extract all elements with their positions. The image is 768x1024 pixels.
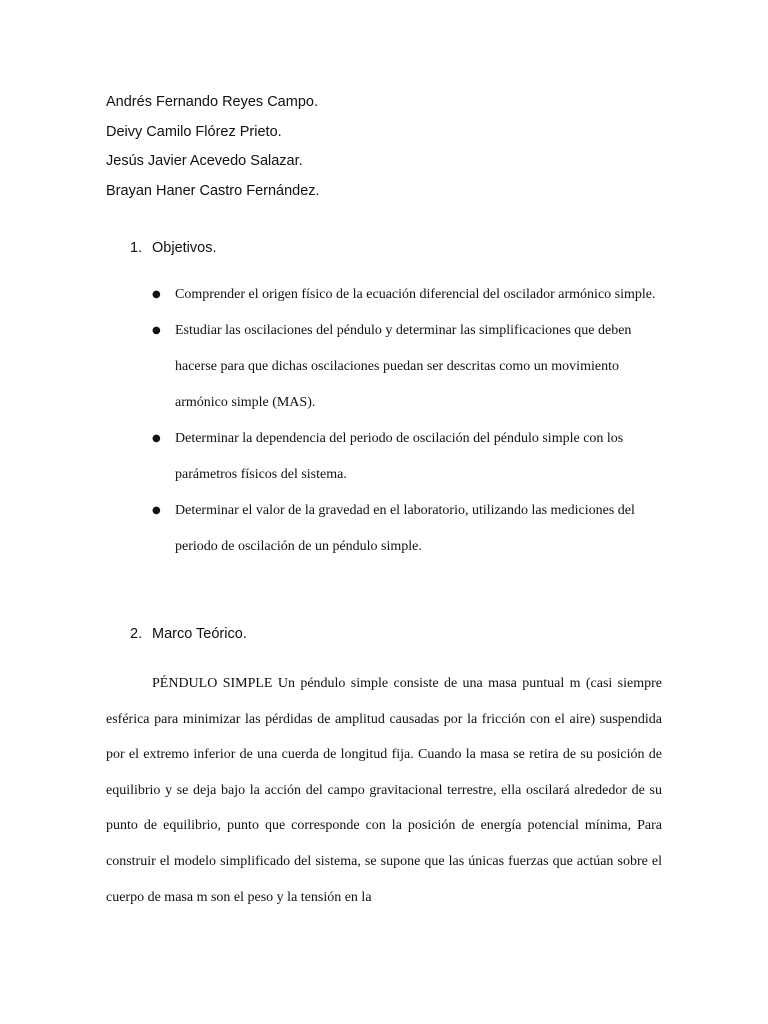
- objective-text: Determinar el valor de la gravedad en el laboratorio, utilizando las mediciones del periodo de oscilación de un péndulo simple.: [175, 503, 635, 554]
- author-name: Andrés Fernando Reyes Campo.: [106, 94, 318, 110]
- marco-teorico-paragraph: PÉNDULO SIMPLE Un péndulo simple consiste de una masa puntual m (casi siempre esférica para minimizar las pérdidas de amplitud causadas por la fricción con el aire) suspendida por el extremo inferior de una cuerda de longitud fija. Cuando la masa se retira de su posición de equilibrio y se deja bajo la acción del campo gravitacional terrestre, ella oscilará alrededor de su punto de equilibrio, punto que corresponde con la posición de energía potencial mínima, Para construir el modelo simplificado del sistema, se supone que las únicas fuerzas que actúan sobre el cuerpo de masa m son el peso y la tensión en la: [106, 676, 662, 905]
- section-title: Objetivos.: [152, 240, 217, 256]
- author-name: Jesús Javier Acevedo Salazar.: [106, 153, 303, 169]
- author-name: Deivy Camilo Flórez Prieto.: [106, 123, 282, 140]
- list-item: [152, 421, 675, 493]
- section-number: 2.: [130, 626, 143, 642]
- bullet-icon: ●: [152, 433, 161, 444]
- objectives-list: [152, 277, 675, 565]
- bullet-icon: ●: [152, 289, 161, 300]
- bullet-icon: ●: [152, 325, 161, 336]
- list-item: [152, 277, 675, 313]
- author-name: Brayan Haner Castro Fernández.: [106, 182, 320, 199]
- objective-text: Determinar la dependencia del periodo de oscilación del péndulo simple con los parámetros físicos del sistema.: [175, 431, 624, 482]
- objective-text: Estudiar las oscilaciones del péndulo y determinar las simplificaciones que deben hacerse para que dichas oscilaciones puedan ser descritas como un movimiento armónico simple (MAS).: [175, 323, 632, 410]
- author-list: [106, 88, 320, 206]
- list-item: [152, 493, 675, 565]
- list-item: [152, 313, 675, 421]
- bullet-icon: ●: [152, 505, 161, 516]
- section-number: 1.: [130, 240, 143, 256]
- section-title: Marco Teórico.: [152, 626, 247, 642]
- objective-text: Comprender el origen físico de la ecuación diferencial del oscilador armónico simple.: [175, 287, 656, 302]
